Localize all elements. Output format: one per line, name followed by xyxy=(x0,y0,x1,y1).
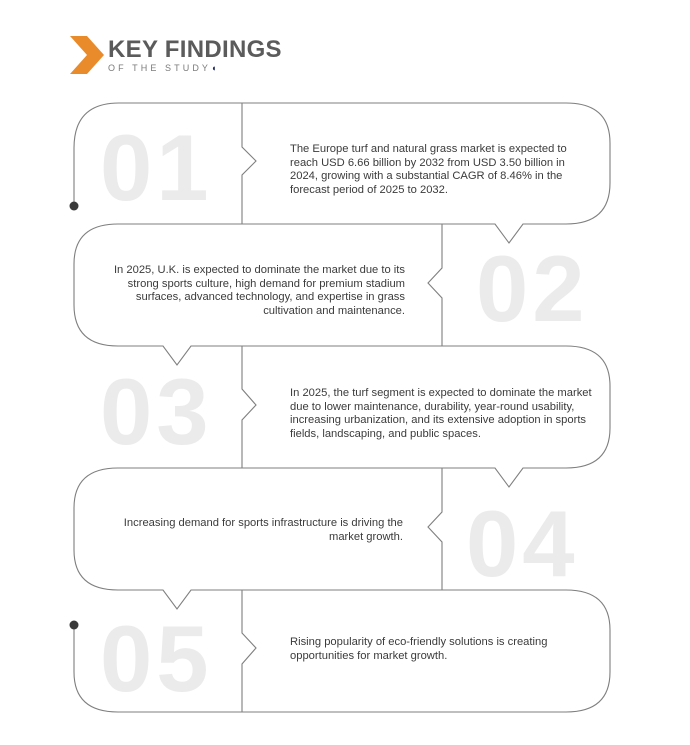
card-02-divider xyxy=(428,224,442,346)
finding-number-05: 05 xyxy=(100,606,213,711)
finding-text-05: Rising popularity of eco-friendly solutions is creating opportunities for market growth. xyxy=(290,636,548,662)
card-01-divider xyxy=(242,103,256,224)
finding-text-04: Increasing demand for sports infrastructure is driving the market growth. xyxy=(123,517,403,543)
finding-number-04: 04 xyxy=(466,491,579,596)
finding-number-01: 01 xyxy=(100,115,213,220)
finding-text-02: In 2025, U.K. is expected to dominate the market due to its strong sports culture, high demand for premium stadium surfaces, advanced technology, and expertise in grass cultivation and maintenance. xyxy=(113,264,405,317)
crescent-icon: ◖ xyxy=(211,63,217,73)
start-dot xyxy=(70,202,79,211)
card-04-divider xyxy=(428,468,442,590)
end-dot xyxy=(70,621,79,630)
finding-text-03: In 2025, the turf segment is expected to dominate the market due to lower maintenance, durability, year-round usability, increasing urbanization, and its extensive adoption in sports fields, landscaping, and public spaces. xyxy=(290,387,592,440)
card-03-divider xyxy=(242,346,256,468)
page-title: KEY FINDINGS xyxy=(108,36,282,63)
card-05-divider xyxy=(242,590,256,712)
finding-text-01: The Europe turf and natural grass market is expected to reach USD 6.66 billion by 2032 from USD 3.50 billion in 2024, growing with a substantial CAGR of 8.46% in the forecast period of 2025 to 2032. xyxy=(290,143,567,196)
page-subtitle: OF THE STUDY◖ xyxy=(108,63,217,73)
finding-number-02: 02 xyxy=(476,236,589,341)
finding-number-03: 03 xyxy=(100,359,213,464)
